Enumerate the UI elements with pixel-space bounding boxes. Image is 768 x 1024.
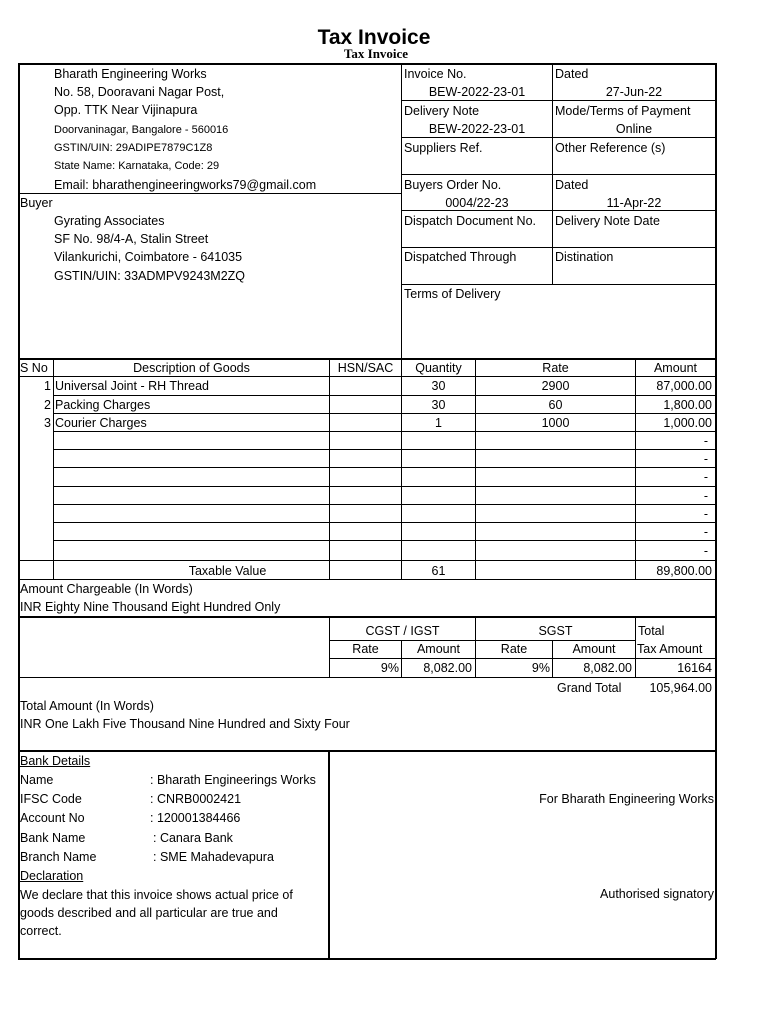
row-quantity: 30 (431, 398, 446, 412)
sgst-header: SGST (538, 624, 573, 638)
invoice-no-value: BEW-2022-23-01 (428, 85, 526, 99)
buyers-order-value: 0004/22-23 (445, 196, 509, 210)
sgst-amount: 8,082.00 (583, 661, 632, 675)
col-header-amount: Amount (653, 361, 698, 375)
account-no-label: Account No (20, 811, 85, 825)
dated-label: Dated (555, 67, 589, 81)
dated-value: 27-Jun-22 (605, 85, 663, 99)
row-quantity: 30 (431, 379, 446, 393)
taxable-quantity: 61 (431, 564, 446, 578)
row-description: Universal Joint - RH Thread (55, 379, 209, 393)
total-words-label: Total Amount (In Words) (20, 699, 154, 713)
empty-row-amount: - (703, 434, 708, 448)
total-words-value: INR One Lakh Five Thousand Nine Hundred and Sixty Four (20, 717, 350, 731)
cgst-rate: 9% (380, 661, 399, 675)
row-description: Courier Charges (55, 416, 147, 430)
buyer-address-2: Vilankurichi, Coimbatore - 641035 (54, 250, 243, 264)
row-sno: 3 (44, 416, 51, 430)
dispatched-through-label: Dispatched Through (404, 250, 517, 264)
delivery-note-label: Delivery Note (404, 104, 480, 118)
row-amount: 87,000.00 (656, 379, 712, 393)
seller-name: Bharath Engineering Works (54, 67, 207, 81)
ifsc-value: : CNRB0002421 (150, 792, 242, 806)
row-rate: 1000 (541, 416, 570, 430)
empty-row-amount: - (703, 544, 708, 558)
buyer-name: Gyrating Associates (54, 214, 165, 228)
seller-address-2: Opp. TTK Near Vijinapura (54, 103, 198, 117)
sgst-rate-header: Rate (500, 642, 528, 656)
col-header-sno: S No (20, 361, 48, 375)
bank-name-label: Name (20, 773, 54, 787)
grand-total-value: 105,964.00 (649, 681, 712, 695)
declaration-text: We declare that this invoice shows actual price of goods described and all particular are true and correct. (20, 888, 293, 938)
order-dated-value: 11-Apr-22 (606, 196, 662, 210)
row-description: Packing Charges (55, 398, 151, 412)
empty-row-amount: - (703, 470, 708, 484)
terms-of-delivery-label: Terms of Delivery (404, 287, 501, 301)
ifsc-label: IFSC Code (20, 792, 82, 806)
buyer-address-1: SF No. 98/4-A, Stalin Street (54, 232, 209, 246)
seller-address-1: No. 58, Dooravani Nagar Post, (54, 85, 225, 99)
payment-mode-label: Mode/Terms of Payment (555, 104, 691, 118)
total-header: Total (638, 624, 665, 638)
seller-email[interactable]: Email: bharathengineeringworks79@gmail.com (54, 178, 317, 192)
row-rate: 60 (548, 398, 563, 412)
row-sno: 2 (44, 398, 51, 412)
row-quantity: 1 (435, 416, 442, 430)
sgst-amount-header: Amount (572, 642, 616, 656)
col-header-rate: Rate (542, 361, 569, 375)
buyers-order-label: Buyers Order No. (404, 178, 502, 192)
row-amount: 1,000.00 (663, 416, 712, 430)
page-subtitle: Tax Invoice (343, 46, 409, 61)
branch-value: : SME Mahadevapura (153, 850, 274, 864)
payment-mode-value: Online (615, 122, 653, 136)
suppliers-ref-label: Suppliers Ref. (404, 141, 483, 155)
account-no-value: : 120001384466 (150, 811, 241, 825)
authorised-signatory: Authorised signatory (600, 887, 714, 901)
taxable-value-label: Taxable Value (188, 564, 267, 578)
col-header-hsn: HSN/SAC (337, 361, 394, 375)
empty-row-amount: - (703, 452, 708, 466)
row-sno: 1 (44, 379, 51, 393)
empty-row-amount: - (703, 489, 708, 503)
seller-gstin: GSTIN/UIN: 29ADIPE7879C1Z8 (54, 142, 213, 154)
delivery-note-value: BEW-2022-23-01 (428, 122, 526, 136)
amount-words-value: INR Eighty Nine Thousand Eight Hundred Only (20, 600, 281, 614)
declaration-title: Declaration (20, 869, 84, 883)
amount-words-label: Amount Chargeable (In Words) (20, 582, 193, 596)
tax-amount-header: Tax Amount (637, 642, 703, 656)
sgst-rate: 9% (531, 661, 550, 675)
bank-label: Bank Name (20, 831, 86, 845)
seller-address-3: Doorvaninagar, Bangalore - 560016 (54, 124, 229, 136)
destination-label: Distination (555, 250, 614, 264)
cgst-amount: 8,082.00 (423, 661, 472, 675)
row-rate: 2900 (541, 379, 570, 393)
buyer-label: Buyer (20, 196, 53, 210)
col-header-description: Description of Goods (133, 361, 250, 375)
other-reference-label: Other Reference (s) (555, 141, 666, 155)
dispatch-document-label: Dispatch Document No. (404, 214, 537, 228)
cgst-header: CGST / IGST (365, 624, 440, 638)
order-dated-label: Dated (555, 178, 589, 192)
for-company-label: For Bharath Engineering Works (539, 792, 714, 806)
seller-state: State Name: Karnataka, Code: 29 (54, 160, 220, 172)
taxable-amount: 89,800.00 (656, 564, 712, 578)
buyer-gstin: GSTIN/UIN: 33ADMPV9243M2ZQ (54, 269, 246, 283)
bank-value: : Canara Bank (153, 831, 233, 845)
grand-total-label: Grand Total (557, 681, 622, 695)
row-amount: 1,800.00 (663, 398, 712, 412)
cgst-rate-header: Rate (352, 642, 379, 656)
bank-details-title: Bank Details (20, 754, 91, 768)
total-tax-amount: 16164 (677, 661, 712, 675)
cgst-amount-header: Amount (416, 642, 461, 656)
empty-row-amount: - (703, 525, 708, 539)
empty-row-amount: - (703, 507, 708, 521)
page-title: Tax Invoice (317, 26, 431, 49)
bank-account-name: : Bharath Engineerings Works (150, 773, 316, 787)
delivery-note-date-label: Delivery Note Date (555, 214, 660, 228)
col-header-quantity: Quantity (415, 361, 462, 375)
invoice-no-label: Invoice No. (404, 67, 467, 81)
branch-label: Branch Name (20, 850, 97, 864)
